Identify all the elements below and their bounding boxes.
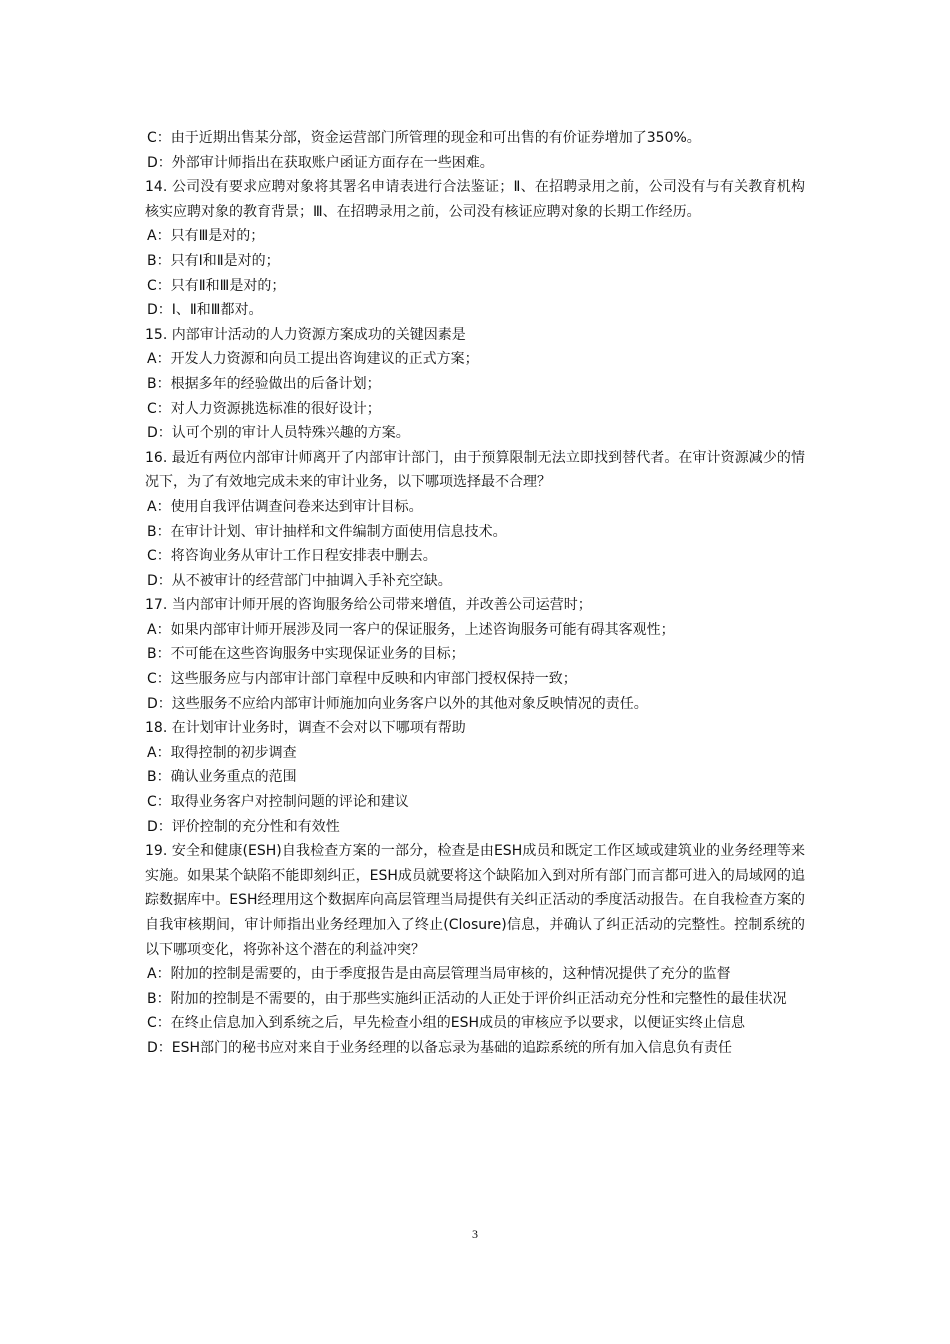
option-a-19: A：附加的控制是需要的，由于季度报告是由高层管理当局审核的，这种情况提供了充分的监督	[147, 966, 731, 983]
option-a-15: A：开发人力资源和向员工提出咨询建议的正式方案；	[147, 351, 479, 368]
option-c-16: C：将咨询业务从审计工作日程安排表中删去。	[147, 548, 437, 565]
option-d-17: D：这些服务不应给内部审计师施加向业务客户以外的其他对象反映情况的责任。	[147, 695, 648, 712]
option-d-15: D：认可个别的审计人员特殊兴趣的方案。	[147, 425, 410, 442]
option-a-17: A：如果内部审计师开展涉及同一客户的保证服务，上述咨询服务可能有碍其客观性；	[147, 621, 675, 638]
option-d-14: D：Ⅰ、Ⅱ和Ⅲ都对。	[147, 302, 263, 319]
question-16: 16. 最近有两位内部审计师离开了内部审计部门，由于预算限制无法立即找到替代者。在审计资源减少的情况下，为了有效地完成未来的审计业务，以下哪项选择最不合理？	[145, 449, 805, 491]
option-a-16: A：使用自我评估调查问卷来达到审计目标。	[147, 498, 423, 515]
question-15: 15. 内部审计活动的人力资源方案成功的关键因素是	[145, 326, 466, 343]
option-b-18: B：确认业务重点的范围	[147, 769, 297, 786]
option-c-18: C：取得业务客户对控制问题的评论和建议	[147, 794, 409, 811]
page-number: 3	[472, 1227, 478, 1241]
option-d-16: D：从不被审计的经营部门中抽调入手补充空缺。	[147, 572, 452, 589]
option-d-18: D：评价控制的充分性和有效性	[147, 818, 340, 835]
option-c-17: C：这些服务应与内部审计部门章程中反映和内审部门授权保持一致；	[147, 671, 577, 688]
option-b-14: B：只有Ⅰ和Ⅱ是对的；	[147, 252, 280, 269]
question-14: 14. 公司没有要求应聘对象将其署名申请表进行合法鉴证；Ⅱ、在招聘录用之前，公司没有与有关教育机构核实应聘对象的教育背景；Ⅲ、在招聘录用之前，公司没有核证应聘对象的长期工作经历。	[145, 179, 805, 220]
option-b-16: B：在审计计划、审计抽样和文件编制方面使用信息技术。	[147, 523, 507, 540]
question-19: 19. 安全和健康(ESH)自我检查方案的一部分，检查是由ESH成员和既定工作区域或建筑业的业务经理等来实施。如果某个缺陷不能即刻纠正，ESH成员就要将这个缺陷加入到对所有部门而言都可进入的局域网的追踪数据库中。ESH经理用这个数据库向高层管理当局提供有关纠正活动的季度活动报告。在自我检查方案的自我审核期间，审计师指出业务经理加入了终止(Closure)信息，并确认了纠正活动的完整性。控制系统的以下哪项变化，将弥补这个潜在的利益冲突？	[145, 843, 805, 958]
option-a-18: A：取得控制的初步调查	[147, 744, 297, 761]
option-b-19: B：附加的控制是不需要的，由于那些实施纠正活动的人正处于评价纠正活动充分性和完整性的最佳状况	[147, 990, 787, 1007]
option-d-19: D：ESH部门的秘书应对来自于业务经理的以备忘录为基础的追踪系统的所有加入信息负有责任	[147, 1039, 733, 1056]
question-17: 17. 当内部审计师开展的咨询服务给公司带来增值，并改善公司运营时；	[145, 597, 592, 614]
option-c-15: C：对人力资源挑选标准的很好设计；	[147, 400, 381, 417]
option-b-15: B：根据多年的经验做出的后备计划；	[147, 375, 381, 392]
option-b-17: B：不可能在这些咨询服务中实现保证业务的目标；	[147, 646, 465, 663]
option-a-14: A：只有Ⅲ是对的；	[147, 228, 265, 245]
option-c-19: C：在终止信息加入到系统之后，早先检查小组的ESH成员的审核应予以要求，以便证实终止信息	[147, 1015, 746, 1032]
document-body	[145, 126, 805, 1061]
option-c-13: C：由于近期出售某分部，资金运营部门所管理的现金和可出售的有价证券增加了350%。	[147, 130, 701, 146]
option-c-14: C：只有Ⅱ和Ⅲ是对的；	[147, 277, 286, 294]
question-18: 18. 在计划审计业务时，调查不会对以下哪项有帮助	[145, 720, 466, 737]
option-d-13: D：外部审计师指出在获取账户函证方面存在一些困难。	[147, 154, 494, 171]
